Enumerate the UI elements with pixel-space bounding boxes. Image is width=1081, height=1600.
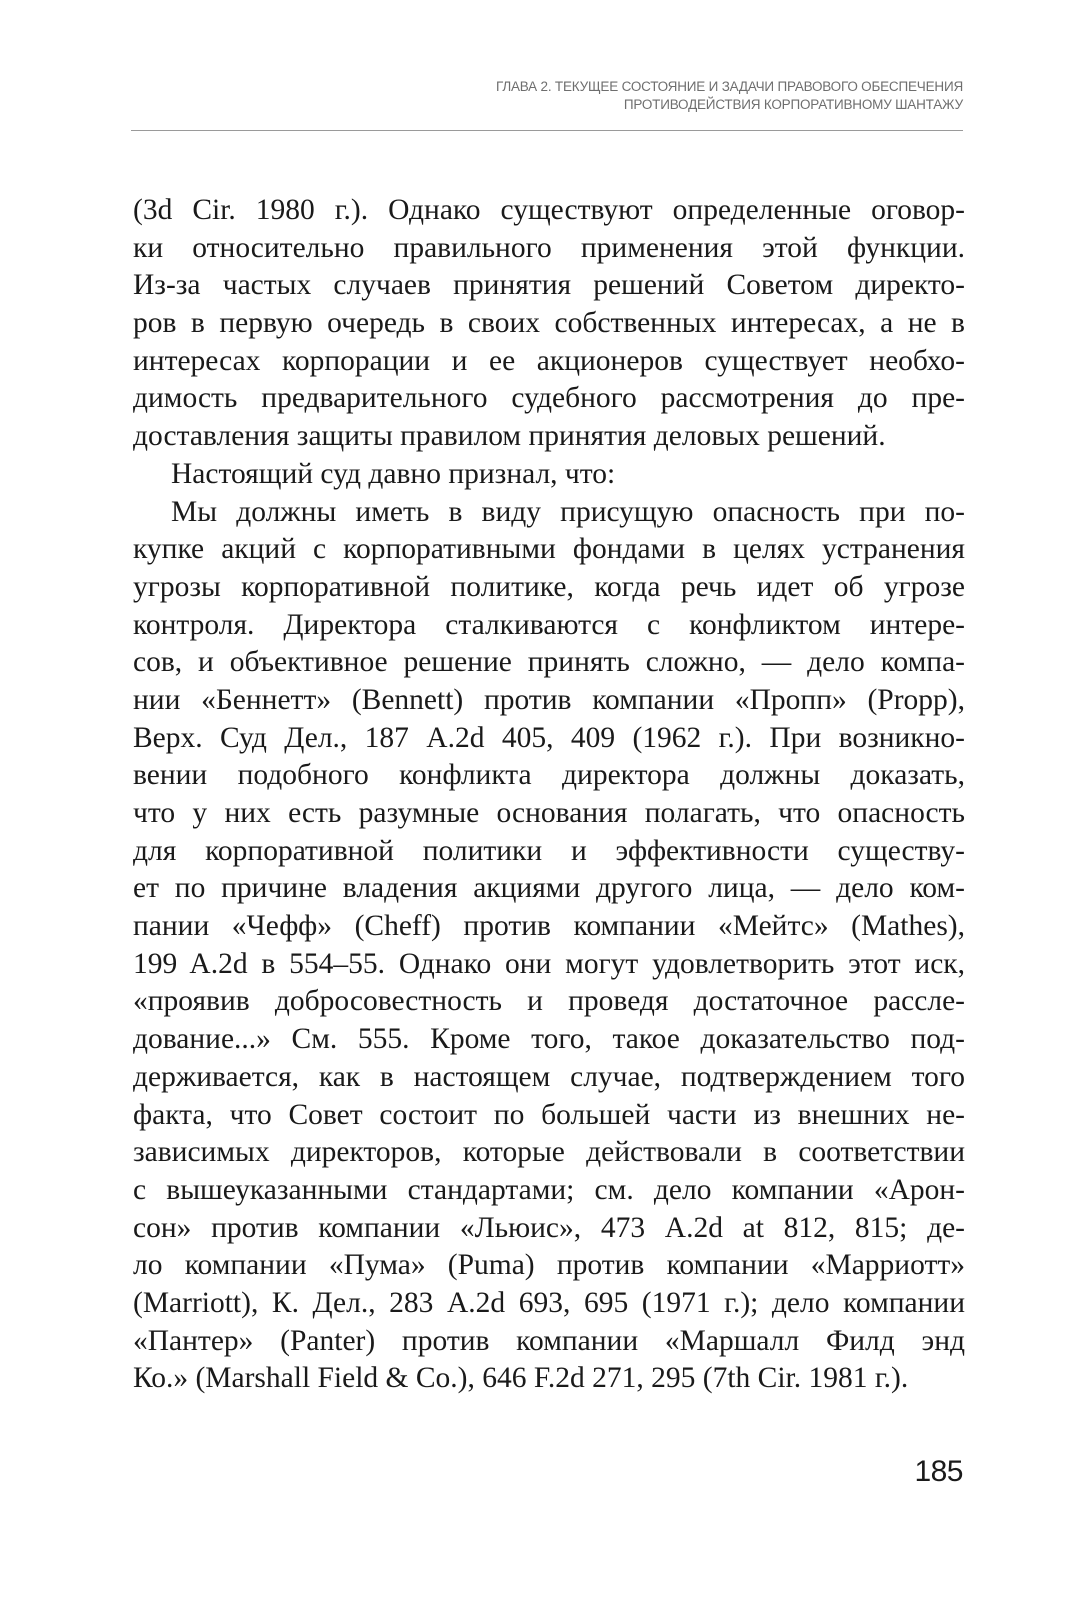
text-line: зависимых директоров, которые действовали в соответствии	[133, 1136, 965, 1169]
text-line: ет по причине владения акциями другого лица, — дело ком-	[133, 872, 965, 905]
text-line: доставления защиты правилом принятия деловых решений.	[133, 420, 886, 453]
header-divider	[131, 130, 963, 131]
text-line: нии «Беннетт» (Bennett) против компании «Пропп» (Propp),	[133, 683, 965, 716]
text-line: (3d Cir. 1980 г.). Однако существуют определенные оговор-	[133, 194, 965, 226]
text-line: что у них есть разумные основания полагать, что опасность	[133, 797, 965, 829]
text-line: Верх. Суд Дел., 187 A.2d 405, 409 (1962 г.). При возникно-	[133, 721, 965, 754]
text-line: «проявив добросовестность и проведя достаточное рассле-	[133, 985, 965, 1018]
text-line: ров в первую очередь в своих собственных интересах, а не в	[133, 307, 965, 340]
text-line: контроля. Директора сталкиваются с конфликтом интере-	[133, 608, 965, 641]
text-line: держивается, как в настоящем случае, подтверждением того	[133, 1060, 965, 1093]
text-line: Ко.» (Marshall Field & Co.), 646 F.2d 271, 295 (7th Cir. 1981 г.).	[133, 1362, 909, 1395]
running-header-line-1: ГЛАВА 2. ТЕКУЩЕЕ СОСТОЯНИЕ И ЗАДАЧИ ПРАВОВОГО ОБЕСПЕЧЕНИЯ	[495, 79, 963, 94]
running-header-line-2: ПРОТИВОДЕЙСТВИЯ КОРПОРАТИВНОМУ ШАНТАЖУ	[623, 97, 963, 112]
text-line: Мы должны иметь в виду присущую опасность при по-	[171, 495, 965, 528]
text-line: для корпоративной политики и эффективности существу-	[133, 834, 965, 867]
text-line: сов, и объективное решение принять сложно, — дело компа-	[133, 646, 965, 679]
text-line: ло компании «Пума» (Puma) против компании «Марриотт»	[133, 1249, 965, 1282]
text-line: факта, что Совет состоит по большей части из внешних не-	[133, 1098, 965, 1131]
text-line: дование...» См. 555. Кроме того, такое доказательство под-	[133, 1023, 965, 1056]
body-text	[133, 192, 965, 1398]
text-line: интересах корпорации и ее акционеров существует необхо-	[133, 344, 965, 377]
text-line: пании «Чефф» (Cheff) против компании «Мейтс» (Mathes),	[133, 910, 965, 943]
text-line: угрозы корпоративной политике, когда речь идет об угрозе	[133, 570, 965, 603]
text-line: димость предварительного судебного рассмотрения до пре-	[133, 382, 965, 415]
text-line: «Пантер» (Panter) против компании «Маршалл Филд энд	[133, 1324, 965, 1357]
text-line: (Marriott), К. Дел., 283 A.2d 693, 695 (1971 г.); дело компании	[133, 1286, 965, 1319]
page-number: 185	[914, 1455, 963, 1488]
text-line: 199 A.2d в 554–55. Однако они могут удовлетворить этот иск,	[133, 947, 965, 980]
text-line: Из-за частых случаев принятия решений Советом директо-	[133, 269, 965, 302]
text-line: ки относительно правильного применения этой функции.	[133, 231, 965, 264]
text-line: с вышеуказанными стандартами; см. дело компании «Арон-	[133, 1173, 965, 1206]
text-line: вении подобного конфликта директора должны доказать,	[133, 759, 965, 792]
text-line: сон» против компании «Льюис», 473 A.2d at 812, 815; де-	[133, 1211, 965, 1244]
text-line: купке акций с корпоративными фондами в целях устранения	[133, 533, 965, 566]
running-header	[263, 78, 963, 114]
text-line: Настоящий суд давно признал, что:	[171, 457, 616, 490]
